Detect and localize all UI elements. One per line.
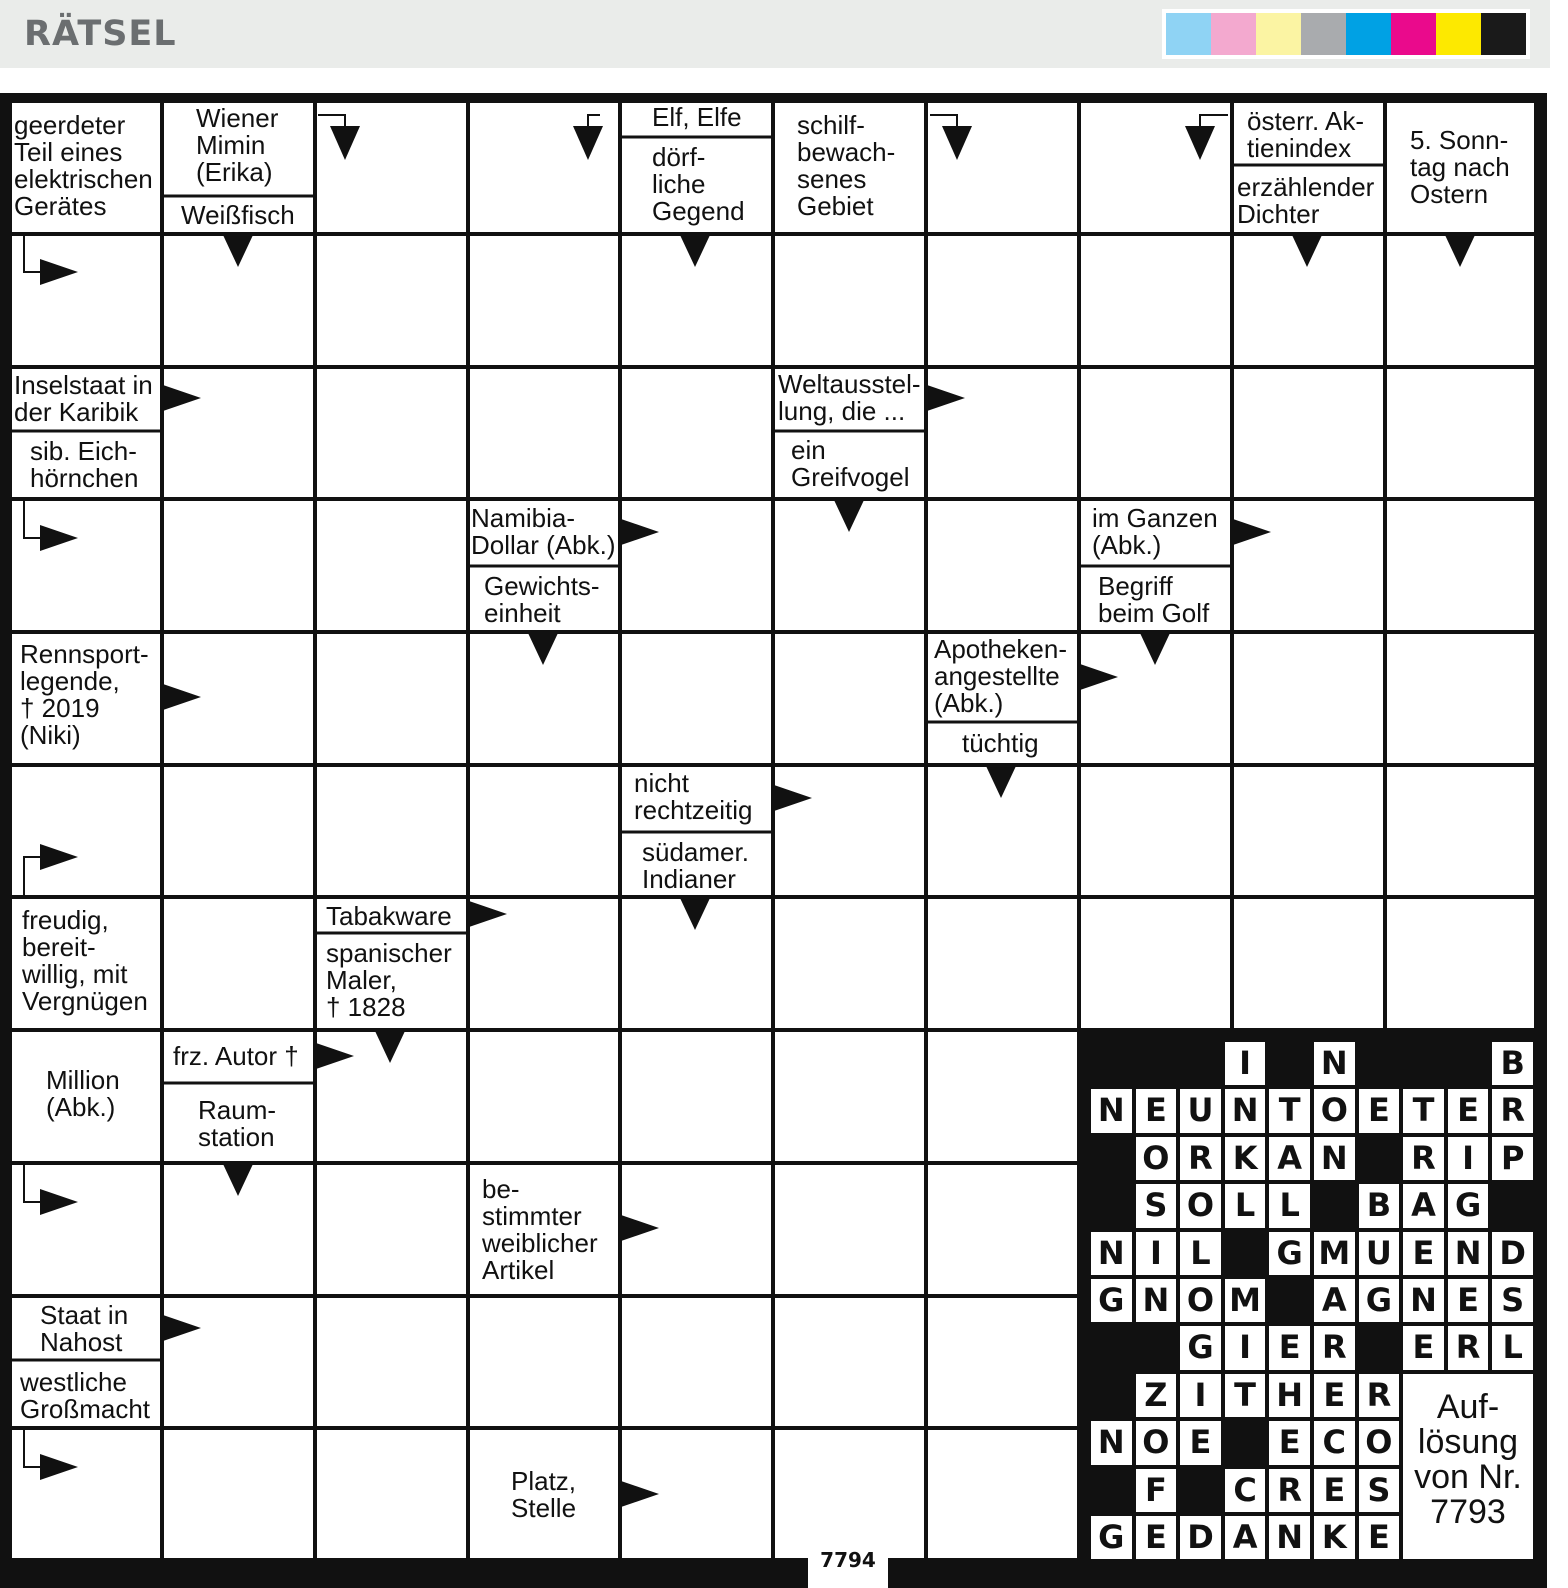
solution-letter: T xyxy=(1278,1091,1301,1130)
clue-nicht: nicht rechtzeitig xyxy=(634,768,753,825)
grid-cell xyxy=(928,1032,1077,1161)
solution-letter: G xyxy=(1276,1233,1303,1272)
grid-cell xyxy=(1387,369,1534,497)
solution-letter: C xyxy=(1322,1423,1347,1462)
clue-greifvogel: ein Greifvogel xyxy=(791,435,910,492)
solution-letter: M xyxy=(1229,1281,1262,1319)
solution-letter: N xyxy=(1320,1044,1348,1082)
solution-letter: I xyxy=(1462,1138,1475,1177)
solution-letter: N xyxy=(1454,1233,1482,1272)
solution-letter: Z xyxy=(1144,1375,1168,1414)
grid-cell xyxy=(775,767,924,895)
clue-frz: frz. Autor † xyxy=(173,1041,299,1071)
solution-letter: I xyxy=(1239,1044,1252,1082)
solution-letter: B xyxy=(1500,1044,1525,1082)
clue-schilf: schilf- bewach- senes Gebiet xyxy=(797,110,896,221)
clue-apotheken: Apotheken- angestellte (Abk.) xyxy=(934,634,1067,718)
solution-letter: E xyxy=(1457,1281,1480,1319)
grid-cell xyxy=(317,501,466,630)
solution-letter: N xyxy=(1410,1281,1437,1319)
solution-letter: E xyxy=(1323,1470,1346,1509)
clue-begriff: Begriff beim Golf xyxy=(1098,571,1210,628)
clue-sib: sib. Eich- hörnchen xyxy=(30,436,139,493)
grid-cell xyxy=(470,1298,618,1426)
solution-letter: U xyxy=(1365,1233,1392,1272)
solution-letter: L xyxy=(1279,1186,1300,1225)
grid-cell xyxy=(775,1032,924,1161)
grid-cell xyxy=(470,236,618,365)
grid-cell xyxy=(928,103,1077,232)
grid-cell xyxy=(1387,767,1534,895)
clue-doerfliche: dörf- liche Gegend xyxy=(652,142,745,226)
solution-letter: N xyxy=(1097,1233,1125,1272)
clue-platz: Platz, Stelle xyxy=(511,1466,577,1523)
grid-cell xyxy=(164,369,313,497)
clue-freudig: freudig, bereit- willig, mit Vergnügen xyxy=(22,905,148,1016)
grid-cell xyxy=(1387,501,1534,630)
grid-cell xyxy=(1234,899,1383,1028)
grid-cell xyxy=(775,1430,924,1558)
grid-cell xyxy=(317,1165,466,1294)
grid-cell xyxy=(164,1430,313,1558)
clue-rennsport: Rennsport- legende, † 2019 (Niki) xyxy=(20,639,149,750)
solution-letter: R xyxy=(1411,1138,1436,1177)
grid-cell xyxy=(1081,899,1230,1028)
solution-letter: G xyxy=(1098,1518,1125,1556)
grid-cell xyxy=(12,1430,160,1558)
solution-letter: E xyxy=(1278,1328,1301,1367)
grid-cell xyxy=(1081,369,1230,497)
grid-cell xyxy=(622,1032,771,1161)
solution-letter: C xyxy=(1233,1470,1257,1509)
solution-letter: E xyxy=(1189,1423,1212,1462)
solution-letter: N xyxy=(1142,1281,1170,1319)
grid-cell xyxy=(1234,634,1383,763)
solution-letter: E xyxy=(1323,1375,1346,1414)
grid-cell xyxy=(775,236,924,365)
solution-letter: O xyxy=(1142,1423,1170,1462)
grid-cell xyxy=(12,1165,160,1294)
grid-cell xyxy=(317,369,466,497)
clue-erzaehlender: erzählender Dichter xyxy=(1237,172,1375,229)
solution-letter: S xyxy=(1367,1470,1391,1509)
puzzle-number: 7794 xyxy=(808,1546,888,1588)
solution-letter: K xyxy=(1232,1138,1258,1177)
clue-namibia: Namibia- Dollar (Abk.) xyxy=(471,503,616,560)
grid-cell xyxy=(317,767,466,895)
clue-staat: Staat in Nahost xyxy=(40,1300,129,1357)
clue-imganzen: im Ganzen (Abk.) xyxy=(1092,503,1218,560)
solution-letter: U xyxy=(1187,1091,1214,1130)
grid-cell xyxy=(1387,899,1534,1028)
solution-letter: R xyxy=(1321,1328,1347,1367)
grid-cell xyxy=(164,1298,313,1426)
grid-cell xyxy=(928,1298,1077,1426)
solution-letter: T xyxy=(1234,1375,1256,1414)
solution-letter: P xyxy=(1500,1138,1525,1177)
solution-letter: D xyxy=(1187,1518,1214,1556)
grid-cell xyxy=(470,103,618,232)
clue-wiener: Wiener Mimin (Erika) xyxy=(196,103,279,187)
grid-cell xyxy=(317,1298,466,1426)
grid-cell xyxy=(775,634,924,763)
solution-letter: D xyxy=(1499,1233,1526,1272)
grid-cell xyxy=(1234,501,1383,630)
solution-letter: E xyxy=(1144,1518,1167,1556)
grid-cell xyxy=(775,899,924,1028)
solution-letter: S xyxy=(1144,1186,1168,1225)
grid-cell xyxy=(928,369,1077,497)
clue-gewichts: Gewichts- einheit xyxy=(484,571,600,628)
solution-letter: O xyxy=(1186,1186,1215,1225)
solution-letter: E xyxy=(1367,1091,1390,1130)
grid-cell xyxy=(1234,767,1383,895)
clue-geerdeter: geerdeter Teil eines elektrischen Gerätes xyxy=(14,110,153,221)
clue-spanischer: spanischer Maler, † 1828 xyxy=(326,938,452,1022)
grid-cell xyxy=(164,899,313,1028)
solution-letter: I xyxy=(1194,1375,1207,1414)
solution-letter: G xyxy=(1454,1186,1482,1225)
grid-cell xyxy=(928,899,1077,1028)
solution-letter: E xyxy=(1412,1328,1435,1367)
solution-letter: B xyxy=(1366,1186,1392,1225)
grid-cell xyxy=(1234,369,1383,497)
grid-cell xyxy=(12,501,160,630)
solution-letter: E xyxy=(1144,1091,1167,1130)
solution-letter: A xyxy=(1411,1186,1436,1225)
grid-cell xyxy=(928,1165,1077,1294)
solution-letter: A xyxy=(1321,1281,1347,1319)
solution-letter: G xyxy=(1365,1281,1393,1319)
grid-cell xyxy=(1387,634,1534,763)
solution-letter: O xyxy=(1365,1423,1393,1462)
solution-letter: N xyxy=(1097,1091,1125,1130)
solution-letter: O xyxy=(1142,1138,1170,1177)
grid-cell xyxy=(317,1430,466,1558)
grid-cell xyxy=(775,1298,924,1426)
solution-letter: L xyxy=(1502,1328,1523,1367)
solution-letter: E xyxy=(1412,1233,1435,1272)
clue-tuechtig: tüchtig xyxy=(962,728,1039,758)
grid-cell xyxy=(1081,236,1230,365)
solution-letter: R xyxy=(1277,1470,1302,1509)
solution-letter: F xyxy=(1144,1470,1167,1509)
solution-letter: T xyxy=(1412,1091,1435,1130)
solution-letter: N xyxy=(1231,1091,1259,1130)
grid-cell xyxy=(622,1298,771,1426)
grid-cell xyxy=(622,369,771,497)
solution-letter: R xyxy=(1188,1138,1213,1177)
solution-letter: N xyxy=(1276,1518,1304,1556)
solution-letter: G xyxy=(1098,1281,1125,1319)
grid-cell xyxy=(164,501,313,630)
solution-letter: R xyxy=(1366,1375,1392,1414)
solution-letter: E xyxy=(1457,1091,1480,1130)
clue-oesterr: österr. Ak- tienindex xyxy=(1247,106,1365,163)
solution-letter: K xyxy=(1321,1518,1347,1556)
grid-cell xyxy=(12,236,160,365)
solution-letter: G xyxy=(1187,1328,1214,1367)
solution-letter: M xyxy=(1318,1233,1351,1272)
clue-raum: Raum- station xyxy=(198,1095,277,1152)
grid-cell xyxy=(164,767,313,895)
clue-weltausstellung: Weltausstel- lung, die ... xyxy=(778,369,921,426)
solution-letter: I xyxy=(1239,1328,1252,1367)
solution-letter: L xyxy=(1190,1233,1211,1272)
solution-letter: I xyxy=(1149,1233,1162,1272)
solution-letter: A xyxy=(1232,1518,1258,1556)
solution-letter: S xyxy=(1501,1281,1525,1319)
clue-inselstaat: Inselstaat in der Karibik xyxy=(14,370,153,427)
solution-letter: N xyxy=(1097,1423,1125,1462)
solution-letter: R xyxy=(1500,1091,1525,1130)
clue-westliche: westliche Großmacht xyxy=(20,1367,151,1424)
clue-suedamer: südamer. Indianer xyxy=(642,837,749,894)
grid-cell xyxy=(622,634,771,763)
grid-cell xyxy=(317,634,466,763)
clue-sonntag: 5. Sonn- tag nach Ostern xyxy=(1410,125,1510,209)
solution-letter: O xyxy=(1186,1281,1215,1319)
grid-cell xyxy=(775,1165,924,1294)
solution-letter: E xyxy=(1278,1423,1301,1462)
grid-cell xyxy=(470,1032,618,1161)
solution-caption: Auf- lösung von Nr. 7793 xyxy=(1414,1388,1522,1531)
grid-cell xyxy=(317,103,466,232)
clue-tabakware: Tabakware xyxy=(326,901,452,931)
grid-cell xyxy=(928,1430,1077,1558)
grid-cell xyxy=(928,501,1077,630)
page-title: RÄTSEL xyxy=(24,14,177,54)
solution-letter: E xyxy=(1367,1518,1390,1556)
grid-cell xyxy=(470,767,618,895)
grid-cell xyxy=(317,236,466,365)
solution-letter: R xyxy=(1455,1328,1481,1367)
grid-cell xyxy=(1081,103,1230,232)
grid-cell xyxy=(470,369,618,497)
grid-cell xyxy=(928,236,1077,365)
solution-letter: N xyxy=(1320,1138,1348,1177)
clue-weissfisch: Weißfisch xyxy=(181,200,295,230)
solution-letter: A xyxy=(1277,1138,1303,1177)
clue-bestimmter: be- stimmter weiblicher Artikel xyxy=(482,1174,598,1285)
solution-letter: H xyxy=(1276,1375,1304,1414)
grid-cell xyxy=(1081,767,1230,895)
clue-million: Million (Abk.) xyxy=(46,1065,120,1122)
solution-letter: L xyxy=(1234,1186,1256,1225)
solution-letter: O xyxy=(1320,1091,1348,1130)
grid-cell xyxy=(12,767,160,895)
clue-elf: Elf, Elfe xyxy=(652,102,742,132)
grid-cell xyxy=(622,501,771,630)
